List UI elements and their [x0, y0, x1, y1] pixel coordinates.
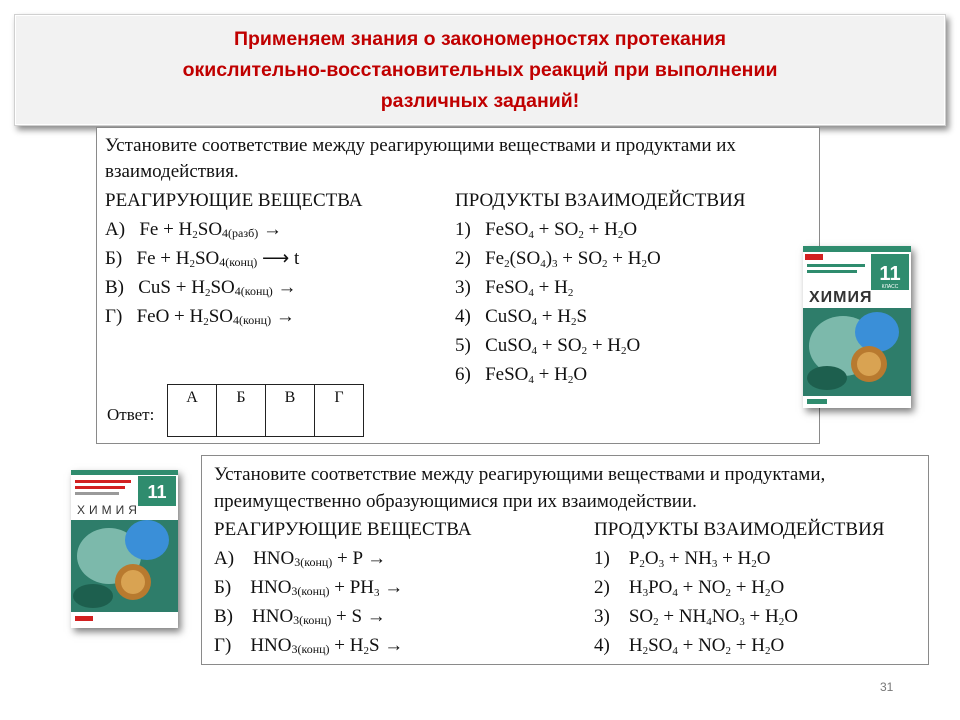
- book-grade-word: КЛАСС: [881, 284, 899, 290]
- title-line-1: Применяем знания о закономерностях протекания: [233, 27, 726, 50]
- task-card-2: [201, 455, 929, 665]
- textbook-cover-image-2: [71, 470, 178, 628]
- task-card-1: [96, 127, 820, 444]
- book-subject: ХИМИЯ: [809, 289, 873, 306]
- task2-reactant-b: Б) HNO3(конц) + $PH_3$ →: [214, 577, 404, 599]
- task1-product-4: 4) CuSO$_4$ + $H_2S$: [455, 306, 588, 328]
- title-banner: [14, 14, 946, 126]
- task1-instruction-line-1: Установите соответствие между реагирующими веществами и продуктами их: [105, 135, 736, 156]
- task2-product-2: 2) $H_3PO_4 + NO_2 + H_2O$: [594, 577, 785, 599]
- task1-product-2: 2) $Fe_2(SO_4)_3 + SO_2 + H_2O$: [455, 248, 661, 270]
- task1-product-6: 6) FeSO$_4$ + $H_2O$: [455, 364, 588, 386]
- answer-cell-a[interactable]: А: [168, 385, 217, 437]
- task2-product-3: 3) $SO_2 + NH_4NO_3 + H_2O$: [594, 606, 798, 628]
- textbook-cover-image: [803, 246, 911, 408]
- book2-grade: 11: [147, 482, 167, 502]
- task1-products-header: ПРОДУКТЫ ВЗАИМОДЕЙСТВИЯ: [455, 190, 746, 211]
- task1-reactant-b: Б) $Fe + H_2SO4(конц)$ ⟶ t: [105, 248, 300, 270]
- task2-products-header: ПРОДУКТЫ ВЗАИМОДЕЙСТВИЯ: [594, 519, 885, 540]
- task1-reactants-header: РЕАГИРУЮЩИЕ ВЕЩЕСТВА: [105, 190, 363, 211]
- task1-instruction-line-2: взаимодействия.: [105, 161, 239, 182]
- title-line-3: различных заданий!: [380, 89, 580, 112]
- textbook-cover-art-2: [71, 470, 178, 628]
- task2-reactant-d: Г) HNO3(конц) + $H_2S$ →: [214, 635, 404, 657]
- task1-reactant-a: А) $Fe + H_2SO4(разб)$ →: [105, 219, 282, 241]
- task1-reactant-d: Г) FeO + $H_2SO4(конц)$ →: [105, 306, 295, 328]
- task2-instruction-line-2: преимущественно образующимися при их взаимодействии.: [214, 491, 697, 512]
- task1-reactant-c: В) CuS + $H_2SO4(конц)$ →: [105, 277, 297, 299]
- page-number: 31: [880, 680, 894, 694]
- book-grade: 11: [879, 263, 901, 285]
- answer-cell-b[interactable]: Б: [217, 385, 266, 437]
- answer-label: Ответ:: [107, 405, 155, 424]
- book2-subject: ХИМИЯ: [77, 503, 141, 517]
- task2-reactant-a: А) HNO3(конц) + P →: [214, 548, 387, 569]
- answer-table: [167, 384, 364, 437]
- task1-product-5: 5) CuSO$_4$ + $SO_2 + H_2O$: [455, 335, 641, 357]
- answer-cell-d[interactable]: Г: [315, 385, 364, 437]
- title-line-2: окислительно-восстановительных реакций при выполнении: [182, 58, 778, 81]
- task1-product-1: 1) FeSO$_4$ + $SO_2 + H_2O$: [455, 219, 638, 241]
- textbook-cover-art: [803, 246, 911, 408]
- task2-instruction-line-1: Установите соответствие между реагирующими веществами и продуктами,: [214, 464, 826, 485]
- task1-product-3: 3) FeSO$_4$ + $H_2$: [455, 277, 574, 299]
- task2-product-1: 1) $P_2O_3 + NH_3 + H_2O$: [594, 548, 771, 570]
- task2-product-4: 4) $H_2SO_4 + NO_2 + H_2O$: [594, 635, 785, 657]
- task2-reactants-header: РЕАГИРУЮЩИЕ ВЕЩЕСТВА: [214, 519, 472, 540]
- task2-reactant-c: В) HNO3(конц) + S →: [214, 606, 386, 627]
- answer-cell-c[interactable]: В: [266, 385, 315, 437]
